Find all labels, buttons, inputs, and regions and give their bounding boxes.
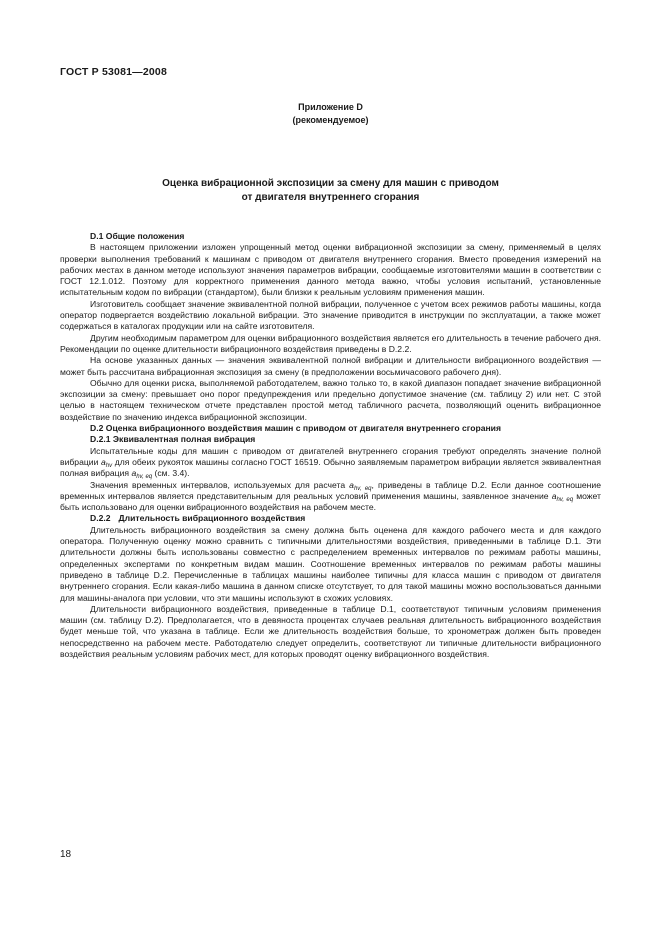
page-number: 18 bbox=[60, 849, 72, 860]
document-body bbox=[60, 231, 601, 660]
paragraph: На основе указанных данных — значения эквивалентной полной вибрации и длительности вибрационного воздействия — может быть рассчитана вибрационная экспозиция за смену (в предположении восьмичасового рабочего дня). bbox=[60, 355, 601, 377]
title-line-2: от двигателя внутреннего сгорания bbox=[241, 192, 420, 203]
symbol-a: a bbox=[349, 479, 354, 490]
paragraph: Обычно для оценки риска, выполняемой работодателем, важно только то, в какой диапазон попадает значение вибрационной экспозиции за смену: превышает оно порог предупреждения или предельно допустимое значение (см. таблицу 2) или нет. С этой целью в настоящем техническом отчете представлен простой метод табличного расчета, позволяющий оценить вибрационное воздействие по значению индекса вибрационной экспозиции. bbox=[60, 377, 601, 422]
symbol-a: a bbox=[101, 456, 106, 467]
annex-heading bbox=[0, 101, 661, 127]
paragraph: Изготовитель сообщает значение эквивалентной полной вибрации, полученное с учетом всех режимов работы машины, когда оператор подвергается воздействию локальной вибрации. Это значение приводится в инструкции по эксплуатации, а также может содержаться в каталогах продукции или на сайте изготовителя. bbox=[60, 298, 601, 332]
section-heading-d1: D.1 Общие положения bbox=[90, 231, 185, 241]
section-heading-d2: D.2 Оценка вибрационного воздействия машин с приводом от двигателя внутреннего сгорания bbox=[90, 423, 501, 434]
annex-status: (рекомендуемое) bbox=[292, 115, 369, 125]
symbol-a: a bbox=[551, 490, 557, 501]
symbol-a: a bbox=[131, 468, 137, 479]
subsection-heading-d21: D.2.1 Эквивалентная полная вибрация bbox=[90, 434, 256, 445]
paragraph: Испытательные коды для машин с приводом от двигателей внутреннего сгорания требуют определять значение полной вибрации $a_{hv}$ для обеих рукояток машины согласно ГОСТ 16519. Обычно заявляемым параметром вибрации является эквивалентная полная вибрация $a_{hv, eq}$ (см. 3.4). bbox=[60, 445, 601, 481]
subsection-number: D.2.2 bbox=[90, 513, 111, 524]
paragraph: Длительности вибрационного воздействия, приведенные в таблице D.1, соответствуют типичным условиям применения машин (см. таблицу D.2). Предполагается, что в девяноста процентах случаев реальная длительность вибрационного воздействия будет меньше той, что указана в таблице. Если же длительность воздействия больше, то хронометраж должен быть проведен непосредственно на рабочем месте. Работодателю следует определить, соответствуют ли типичные длительности вибрационного воздействия реальным условиям рабочих мест, для которых проводят оценку вибрационного воздействия. bbox=[60, 603, 601, 659]
page-title bbox=[0, 177, 661, 205]
subsection-heading-d22 bbox=[60, 513, 601, 524]
paragraph: Значения временных интервалов, используемых для расчета $a_{hv, eq}$, приведены в таблице D.2. Если данное соотношение временных интервалов является представительным для реальных условий применения машины, заявленное значение $a_{hv, eq}$ может быть использовано для оценки вибрационного воздействия на рабочем месте. bbox=[60, 479, 601, 513]
annex-label: Приложение D bbox=[298, 102, 363, 112]
paragraph: В настоящем приложении изложен упрощенный метод оценки вибрационной экспозиции за смену, применяемый в целях проверки выполнения требований к машинам с приводом от двигателя внутреннего сгорания. Вместо проведения измерений на рабочих местах в данном методе используют значения параметров вибрации, сообщаемые изготовителями машин в соответствии с ГОСТ 12.1.012. Поэтому для корректного применения данного метода важно, чтобы условия испытаний, установленные испытательным кодом по вибрации (стандартом), были близки к реальным условиям применения машин. bbox=[60, 242, 601, 298]
document-header: ГОСТ Р 53081—2008 bbox=[60, 66, 168, 78]
title-line-1: Оценка вибрационной экспозиции за смену для машин с приводом bbox=[162, 178, 499, 189]
paragraph: Другим необходимым параметром для оценки вибрационного воздействия является его длительность в течение рабочего дня. Рекомендации по оценке длительности вибрационного воздействия приведены в D.2.2. bbox=[60, 332, 601, 354]
subsection-title: Длительность вибрационного воздействия bbox=[118, 513, 306, 524]
paragraph: Длительность вибрационного воздействия за смену должна быть оценена для каждого рабочего места и для каждого оператора. Полученную оценку можно сравнить с типичными длительностями воздействия, приведенными в таблице D.1. Эти длительности должны быть использованы совместно с распределением временных интервалов по режимам работы машины, определенных экспертами по конкретным видам машин. Соотношение временных интервалов по режимам работы машины приведено в таблице D.2. Перечисленные в таблицах машины наиболее типичны для класса машин с приводом от двигателя внутреннего сгорания. Если какая-либо машина в данном списке отсутствует, то для такой машины можно воспользоваться данными для машины-аналога при условии, что эти машины используют в схожих условиях. bbox=[60, 524, 601, 603]
